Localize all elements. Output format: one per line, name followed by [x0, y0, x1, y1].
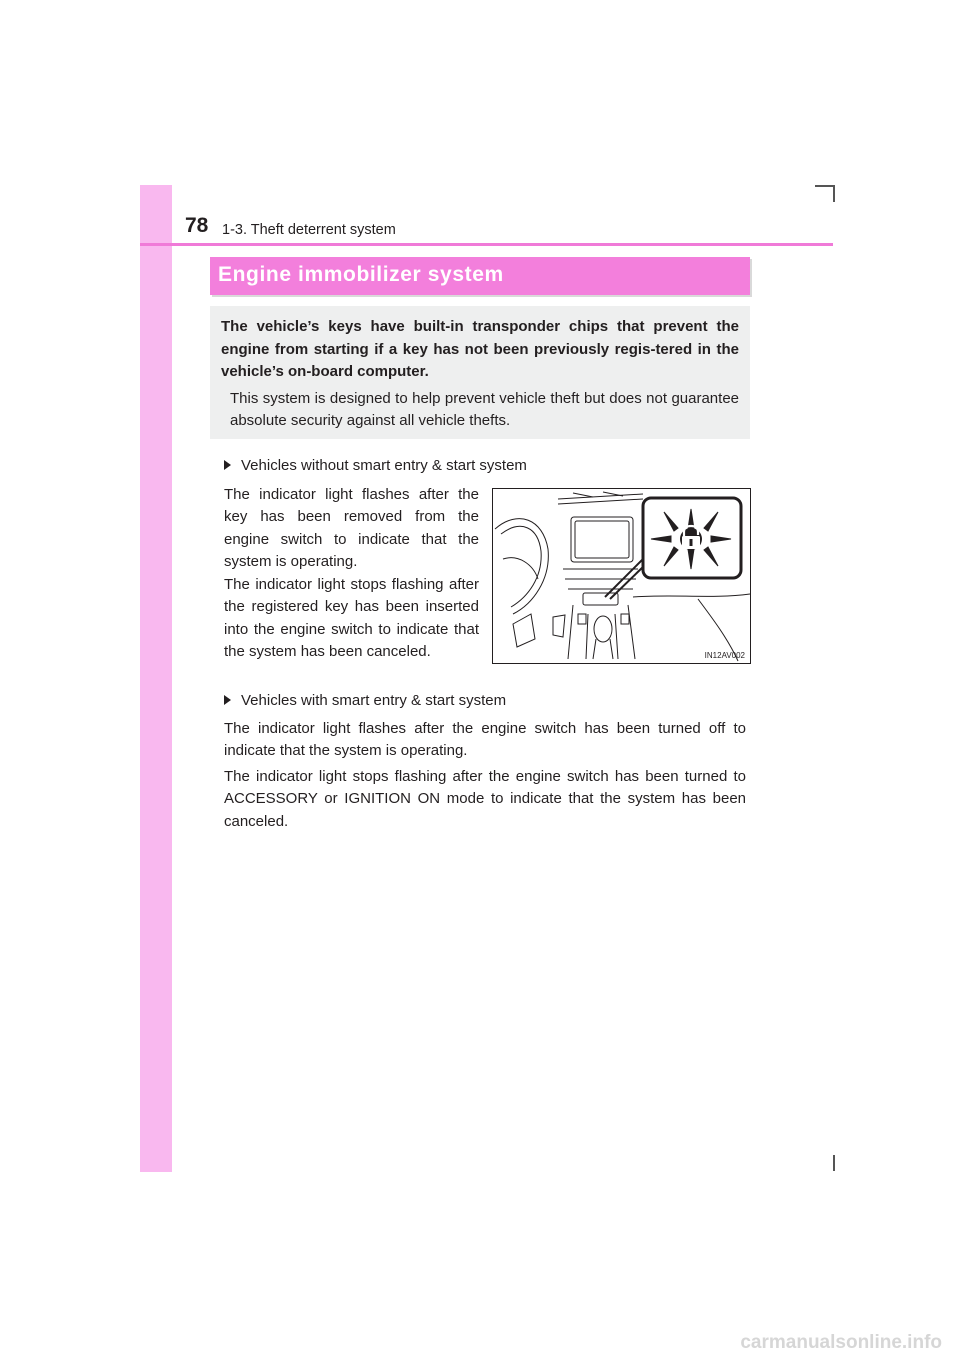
- page-title-bar: [210, 257, 750, 295]
- intro-note: This system is designed to help prevent vehicle theft but does not guarantee absolute security against all vehicle thefts.: [230, 390, 739, 429]
- paragraph: The indicator light stops flashing after the engine switch has been turned to ACCESSORY or IGNITION ON mode to indicate that the system has been canceled.: [224, 768, 746, 830]
- triangle-bullet-icon: [224, 460, 231, 470]
- crop-mark: [815, 185, 834, 187]
- header-rule: [140, 243, 833, 246]
- dashboard-drawing: [493, 489, 750, 663]
- paragraph: The indicator light flashes after the key has been removed from the engine switch to indicate that the system is operating.: [224, 486, 479, 570]
- triangle-bullet-icon: [224, 695, 231, 705]
- watermark: carmanualsonline.info: [740, 1332, 942, 1353]
- dashboard-illustration: [492, 488, 751, 664]
- crop-mark: [833, 1155, 835, 1171]
- lock-icon: [680, 526, 702, 550]
- paragraph: The indicator light stops flashing after the registered key has been inserted into the engine switch to indicate that the system has been canceled.: [224, 576, 479, 660]
- side-tab-strip: [140, 185, 172, 1172]
- page-title: Engine immobilizer system: [218, 263, 504, 286]
- intro-box: [210, 306, 750, 439]
- section-heading-with-smart-entry: Vehicles with smart entry & start system: [224, 691, 506, 711]
- section-heading-without-smart-entry: Vehicles without smart entry & start system: [224, 456, 527, 476]
- intro-summary: The vehicle’s keys have built-in transponder chips that prevent the engine from starting if a key has not been previously regis-tered in the vehicle’s on-board computer.: [221, 318, 739, 380]
- crop-mark: [833, 185, 835, 202]
- figure-code: IN12AV002: [704, 651, 745, 660]
- page-number: 78: [185, 214, 209, 237]
- section-title: 1-3. Theft deterrent system: [222, 222, 396, 238]
- paragraph: The indicator light flashes after the engine switch has been turned off to indicate that the system is operating.: [224, 720, 746, 760]
